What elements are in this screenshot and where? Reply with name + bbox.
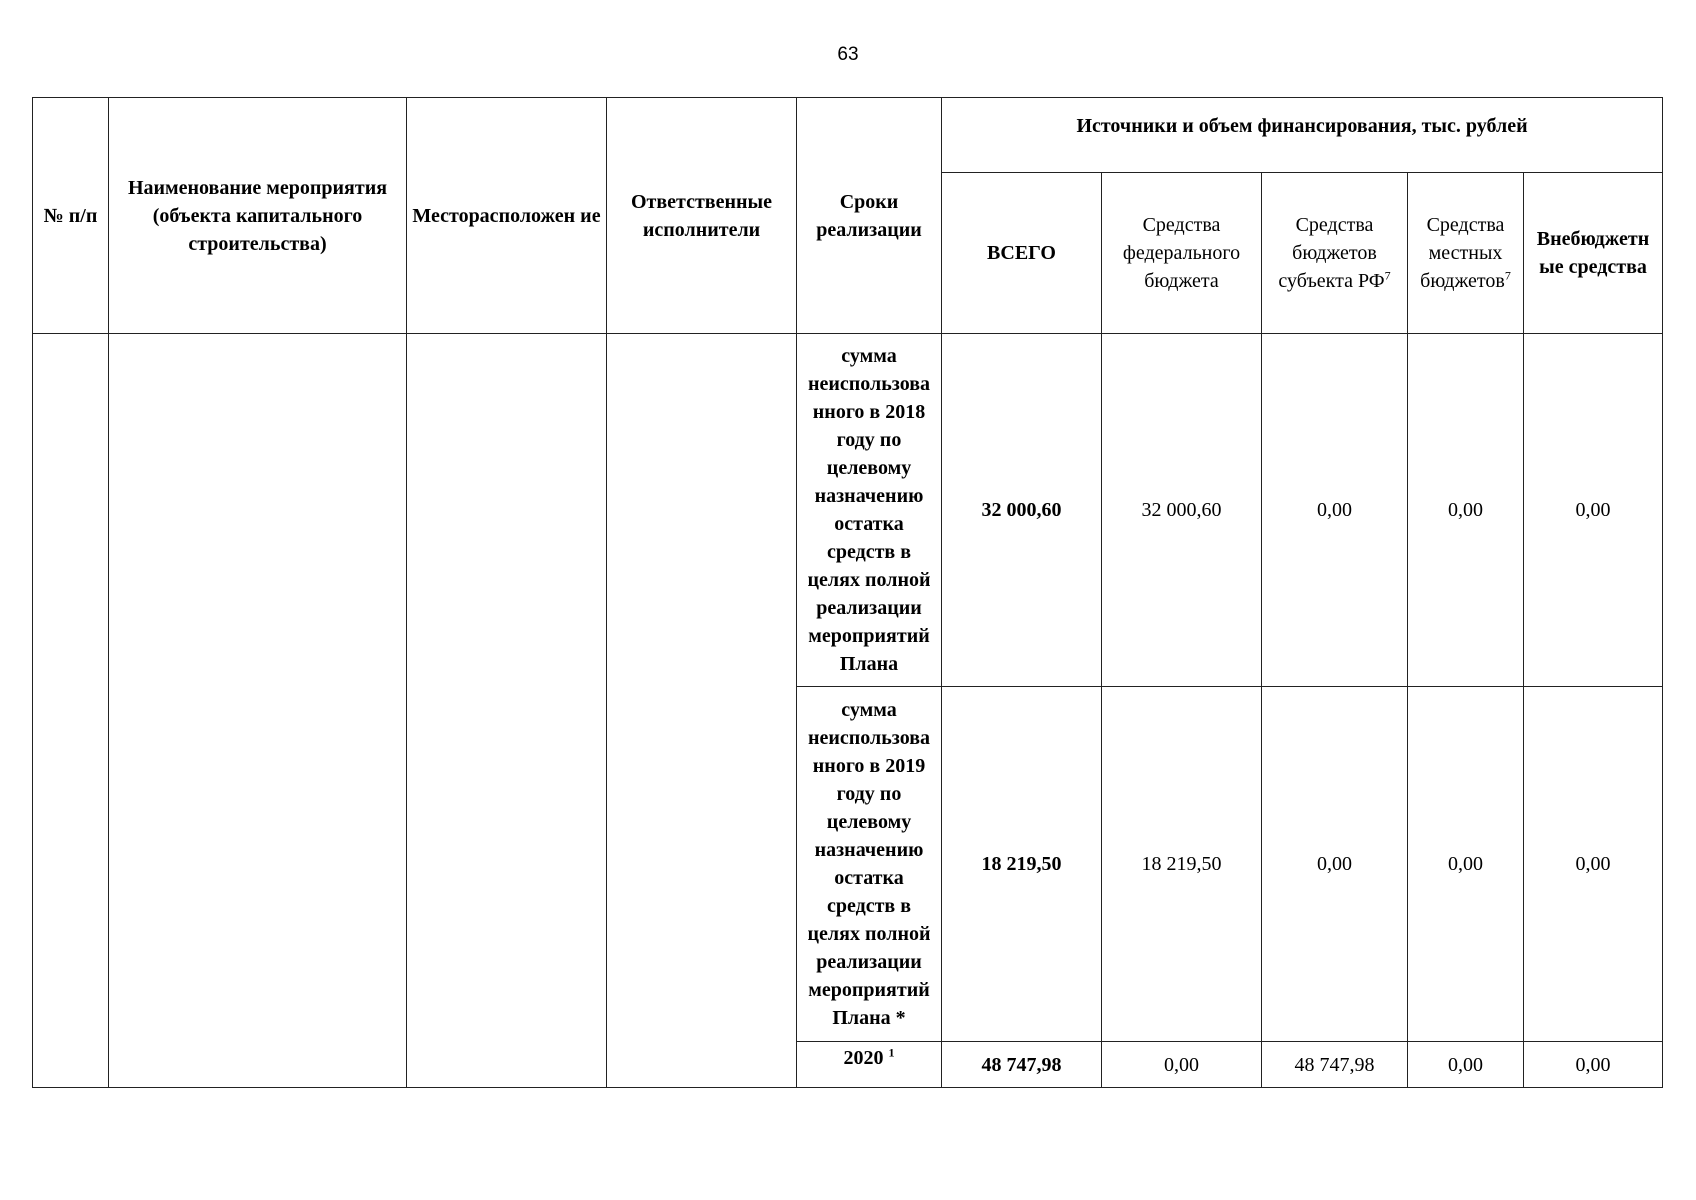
cell-offbudget: 0,00 bbox=[1524, 334, 1663, 687]
table-row bbox=[33, 334, 1663, 687]
cell-offbudget: 0,00 bbox=[1524, 687, 1663, 1042]
cell-num-empty bbox=[33, 334, 109, 1088]
footnote-marker: 1 bbox=[888, 1045, 895, 1060]
cell-term: сумма неиспользова нного в 2018 году по целевому назначению остатка средств в целях полной реализации мероприятий Плана bbox=[797, 334, 942, 687]
cell-local: 0,00 bbox=[1408, 334, 1524, 687]
header-location: Месторасположен ие bbox=[407, 98, 607, 334]
header-funding-group: Источники и объем финансирования, тыс. рублей bbox=[942, 98, 1663, 173]
cell-local: 0,00 bbox=[1408, 1042, 1524, 1088]
term-year-label: 2020 bbox=[843, 1047, 884, 1069]
footnote-marker: 7 bbox=[1504, 268, 1511, 283]
cell-name-empty bbox=[109, 334, 407, 1088]
cell-federal: 32 000,60 bbox=[1102, 334, 1262, 687]
cell-executors-empty bbox=[607, 334, 797, 1088]
header-federal: Средства федерального бюджета bbox=[1102, 173, 1262, 334]
page-number: 63 bbox=[837, 44, 859, 65]
cell-term: сумма неиспользова нного в 2019 году по целевому назначению остатка средств в целях полной реализации мероприятий Плана * bbox=[797, 687, 942, 1042]
cell-local: 0,00 bbox=[1408, 687, 1524, 1042]
cell-regional: 0,00 bbox=[1262, 687, 1408, 1042]
cell-federal: 0,00 bbox=[1102, 1042, 1262, 1088]
cell-total: 32 000,60 bbox=[942, 334, 1102, 687]
cell-regional: 0,00 bbox=[1262, 334, 1408, 687]
header-executors: Ответственные исполнители bbox=[607, 98, 797, 334]
header-regional bbox=[1262, 173, 1408, 334]
cell-regional: 48 747,98 bbox=[1262, 1042, 1408, 1088]
cell-term-year bbox=[797, 1042, 942, 1088]
cell-federal: 18 219,50 bbox=[1102, 687, 1262, 1042]
header-local bbox=[1408, 173, 1524, 334]
header-local-label: Средства местных бюджетов bbox=[1420, 214, 1505, 292]
cell-total: 48 747,98 bbox=[942, 1042, 1102, 1088]
header-num: № п/п bbox=[33, 98, 109, 334]
header-regional-label: Средства бюджетов субъекта РФ bbox=[1278, 214, 1385, 292]
header-offbudget: Внебюджетн ые средства bbox=[1524, 173, 1663, 334]
cell-offbudget: 0,00 bbox=[1524, 1042, 1663, 1088]
cell-location-empty bbox=[407, 334, 607, 1088]
cell-total: 18 219,50 bbox=[942, 687, 1102, 1042]
financing-table bbox=[32, 97, 1663, 1088]
header-terms: Сроки реализации bbox=[797, 98, 942, 334]
header-total: ВСЕГО bbox=[942, 173, 1102, 334]
header-name: Наименование мероприятия (объекта капитального строительства) bbox=[109, 98, 407, 334]
footnote-marker: 7 bbox=[1384, 268, 1391, 283]
